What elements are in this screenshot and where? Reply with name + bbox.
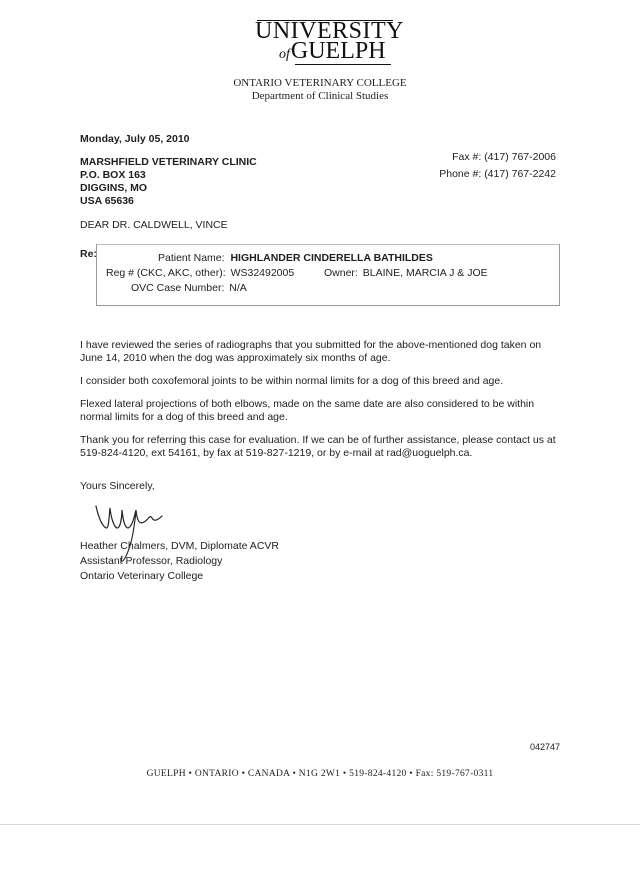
paragraph-1	[80, 339, 560, 365]
signer-title: Assistant Professor, Radiology	[80, 555, 223, 567]
paragraph-3-line-1: Flexed lateral projections of both elbows, made on the same date are also considered to be within	[80, 398, 535, 410]
salutation: DEAR DR. CALDWELL, VINCE	[80, 219, 228, 231]
reg-number-row	[106, 267, 294, 279]
paragraph-1-line-2: June 14, 2010 when the dog was approximately six months of age.	[80, 352, 391, 364]
recipient-address-1: P.O. BOX 163	[80, 169, 146, 181]
case-number-label: OVC Case Number:	[131, 282, 225, 294]
re-label: Re:	[80, 248, 97, 260]
paragraph-3-line-2: normal limits for a dog of this breed and age.	[80, 411, 288, 423]
logo-of: of	[279, 47, 290, 62]
paragraph-4-line-2: 519-824-4120, ext 54161, by fax at 519-827-1219, or by e-mail at rad@uoguelph.ca.	[80, 447, 473, 459]
recipient-name: MARSHFIELD VETERINARY CLINIC	[80, 156, 257, 168]
reg-number-label: Reg # (CKC, AKC, other):	[106, 267, 226, 279]
paragraph-2: I consider both coxofemoral joints to be within normal limits for a dog of this breed and age.	[80, 375, 504, 387]
college-name: ONTARIO VETERINARY COLLEGE	[233, 77, 407, 89]
owner-value: BLAINE, MARCIA J & JOE	[362, 267, 488, 279]
logo-guelph-text: GUELPH	[290, 38, 386, 64]
paragraph-4	[80, 434, 560, 460]
patient-name-label: Patient Name:	[158, 252, 225, 264]
paragraph-1-line-1: I have reviewed the series of radiographs that you submitted for the above-mentioned dog taken on	[80, 339, 542, 351]
recipient-address-3: USA 65636	[80, 195, 134, 207]
paragraph-3	[80, 398, 560, 424]
paragraph-4-line-1: Thank you for referring this case for evaluation. If we can be of further assistance, please contact us at	[80, 434, 556, 446]
university-logo	[255, 18, 404, 68]
logo-line-university: UNIVERSITY	[255, 18, 404, 44]
fax-number: Fax #: (417) 767-2006	[452, 151, 556, 163]
patient-name-row	[158, 252, 433, 264]
recipient-address-2: DIGGINS, MO	[80, 182, 148, 194]
owner-label: Owner:	[324, 267, 358, 279]
phone-number: Phone #: (417) 767-2242	[439, 168, 556, 180]
patient-name-value: HIGHLANDER CINDERELLA BATHILDES	[230, 252, 433, 264]
logo-line-guelph	[279, 38, 399, 65]
closing: Yours Sincerely,	[80, 480, 155, 492]
department-name: Department of Clinical Studies	[251, 90, 389, 102]
letter-date: Monday, July 05, 2010	[80, 133, 190, 145]
signer-name: Heather Chalmers, DVM, Diplomate ACVR	[80, 540, 279, 552]
case-number-value: N/A	[229, 282, 247, 294]
owner-row	[324, 267, 488, 279]
letterhead-footer: GUELPH • ONTARIO • CANADA • N1G 2W1 • 519-824-4120 • Fax: 519-767-0311	[146, 769, 494, 779]
scan-edge-line	[0, 824, 640, 825]
reg-number-value: WS32492005	[230, 267, 295, 279]
document-number: 042747	[530, 742, 561, 752]
signer-organization: Ontario Veterinary College	[80, 570, 204, 582]
logo-rule-bottom	[295, 64, 391, 65]
case-number-row	[131, 282, 247, 294]
